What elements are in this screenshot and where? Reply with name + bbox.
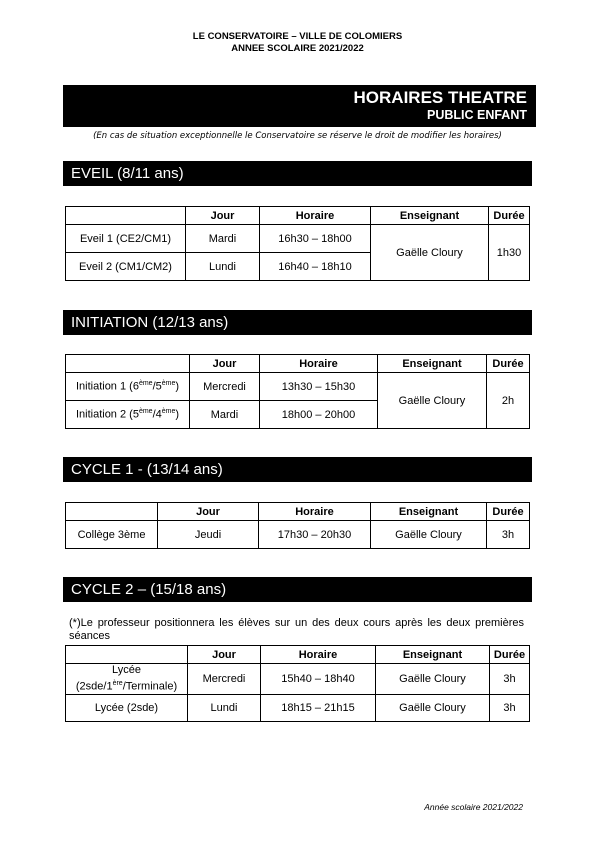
course-duration: 3h [487,521,530,549]
course-teacher: Gaëlle Cloury [378,373,487,429]
course-day: Mercredi [190,373,260,401]
header-jour: Jour [186,207,260,225]
header-enseignant: Enseignant [376,646,490,664]
course-time: 15h40 – 18h40 [261,664,376,695]
header-duree: Durée [490,646,530,664]
header-duree: Durée [487,355,530,373]
header-line-2: ANNEE SCOLAIRE 2021/2022 [231,43,364,54]
header-jour: Jour [188,646,261,664]
table-initiation [65,354,530,429]
header-horaire: Horaire [260,355,378,373]
footer-text: Année scolaire 2021/2022 [424,802,523,812]
header-jour: Jour [190,355,260,373]
table-cycle1 [65,502,530,549]
course-teacher: Gaëlle Cloury [376,694,490,721]
notice-text: (En cas de situation exceptionnelle le Conservatoire se réserve le droit de modifier les horaires) [93,131,502,141]
course-duration: 2h [487,373,530,429]
header-blank [66,207,186,225]
course-day: Mardi [186,225,260,253]
section-heading-cycle2: CYCLE 2 – (15/18 ans) [63,577,532,602]
course-name: Initiation 2 (5ème/4ème) [66,401,190,429]
header-line-1: LE CONSERVATOIRE – VILLE DE COLOMIERS [192,31,403,42]
header-jour: Jour [158,503,259,521]
page-subtitle: PUBLIC ENFANT [427,108,527,122]
course-time: 16h30 – 18h00 [260,225,371,253]
section-heading-eveil: EVEIL (8/11 ans) [63,161,532,186]
table-row [66,521,530,549]
header-blank [66,646,188,664]
course-time: 16h40 – 18h10 [260,253,371,281]
course-teacher: Gaëlle Cloury [371,225,489,281]
header-horaire: Horaire [261,646,376,664]
course-duration: 3h [490,664,530,695]
section-heading-cycle1: CYCLE 1 - (13/14 ans) [63,457,532,482]
course-name: Collège 3ème [66,521,158,549]
header-duree: Durée [487,503,530,521]
course-time: 17h30 – 20h30 [259,521,371,549]
course-time: 18h15 – 21h15 [261,694,376,721]
header-enseignant: Enseignant [371,207,489,225]
header-enseignant: Enseignant [378,355,487,373]
cycle2-note: (*)Le professeur positionnera les élèves sur un des deux cours après les deux premières séances [69,617,524,642]
course-time: 13h30 – 15h30 [260,373,378,401]
course-day: Lundi [188,694,261,721]
header-blank [66,503,158,521]
title-banner [63,85,536,127]
section-heading-initiation: INITIATION (12/13 ans) [63,310,532,335]
course-name: Lycée (2sde/1ère/Terminale) [66,664,188,695]
table-row [66,225,530,253]
header-blank [66,355,190,373]
course-day: Mardi [190,401,260,429]
course-teacher: Gaëlle Cloury [376,664,490,695]
course-name: Lycée (2sde) [66,694,188,721]
page-title: HORAIRES THEATRE [353,88,527,107]
course-time: 18h00 – 20h00 [260,401,378,429]
header-duree: Durée [489,207,530,225]
table-row [66,694,530,721]
table-row [66,373,530,401]
course-day: Jeudi [158,521,259,549]
course-duration: 1h30 [489,225,530,281]
header-horaire: Horaire [260,207,371,225]
course-name: Eveil 2 (CM1/CM2) [66,253,186,281]
course-teacher: Gaëlle Cloury [371,521,487,549]
header-horaire: Horaire [259,503,371,521]
table-eveil [65,206,530,281]
course-name: Initiation 1 (6ème/5ème) [66,373,190,401]
header-enseignant: Enseignant [371,503,487,521]
course-day: Lundi [186,253,260,281]
course-name: Eveil 1 (CE2/CM1) [66,225,186,253]
course-day: Mercredi [188,664,261,695]
course-duration: 3h [490,694,530,721]
table-row [66,664,530,695]
table-cycle2 [65,645,530,722]
